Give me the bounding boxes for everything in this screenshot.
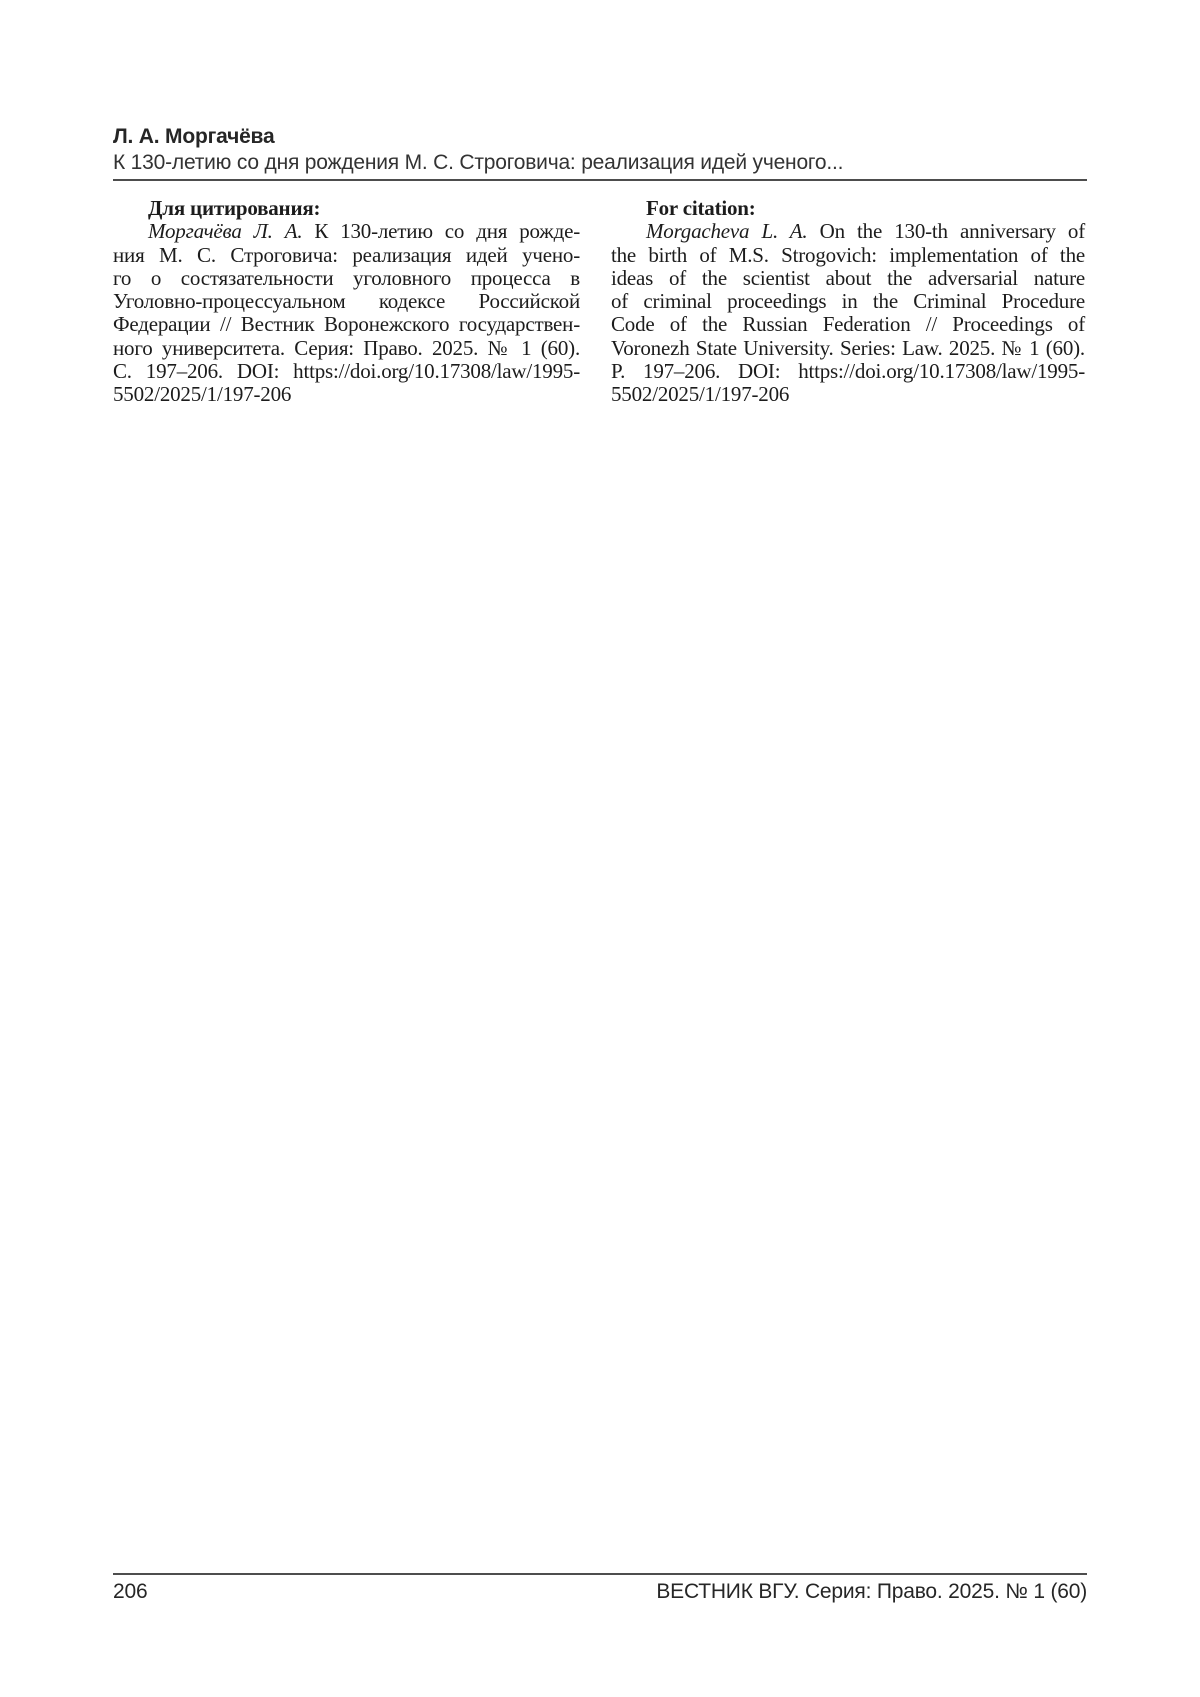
citation-ru-author-name: Моргачёва Л. А.: [148, 219, 303, 244]
citation-en-column: [611, 197, 1085, 407]
running-header-title: К 130-летию со дня рождения М. С. Строговича: реализация идей ученого...: [113, 151, 844, 174]
citation-line: С. 197–206. DOI: https://doi.org/10.17308/law/1995-: [113, 359, 580, 384]
citation-line: Voronezh State University. Series: Law. 2025. № 1 (60).: [611, 335, 1085, 360]
citation-block: [113, 197, 1085, 407]
journal-issue-info: ВЕСТНИК ВГУ. Серия: Право. 2025. № 1 (60): [656, 1580, 1087, 1603]
footer-rule: [113, 1573, 1087, 1575]
citation-line: ideas of the scientist about the adversarial nature: [611, 265, 1085, 290]
citation-line: P. 197–206. DOI: https://doi.org/10.17308/law/1995-: [611, 359, 1085, 384]
citation-ru-first-line-text: К 130-летию со дня рожде-: [302, 219, 580, 244]
citation-en-author-name: Morgacheva L. A.: [646, 219, 808, 244]
citation-en-first-line-text: On the 130-th anniversary of: [807, 219, 1085, 244]
citation-line: Code of the Russian Federation // Proceedings of: [611, 312, 1085, 337]
citation-line: Федерации // Вестник Воронежского государствен-: [113, 312, 580, 337]
citation-line: го о состязательности уголовного процесса в: [113, 265, 580, 290]
header-rule: [113, 179, 1087, 181]
citation-line: 5502/2025/1/197-206: [113, 382, 292, 407]
page-number: 206: [113, 1580, 148, 1603]
citation-line: 5502/2025/1/197-206: [611, 382, 790, 407]
citation-line: Уголовно-процессуальном кодексе Российской: [113, 289, 580, 314]
citation-ru-heading: Для цитирования:: [148, 196, 321, 220]
running-header-author: Л. А. Моргачёва: [113, 125, 275, 148]
citation-en-heading: For citation:: [646, 196, 756, 220]
citation-line: ного университета. Серия: Право. 2025. № 1 (60).: [113, 335, 580, 360]
citation-line: ния М. С. Строговича: реализация идей учено-: [113, 242, 580, 267]
citation-ru-column: [113, 197, 580, 407]
citation-line: [611, 220, 1085, 243]
citation-line: the birth of M.S. Strogovich: implementation of the: [611, 242, 1085, 267]
citation-line: [113, 220, 580, 243]
running-header: [113, 124, 1087, 181]
page-footer: [113, 1573, 1087, 1604]
citation-line: of criminal proceedings in the Criminal Procedure: [611, 289, 1085, 314]
footer-row: [113, 1579, 1087, 1604]
